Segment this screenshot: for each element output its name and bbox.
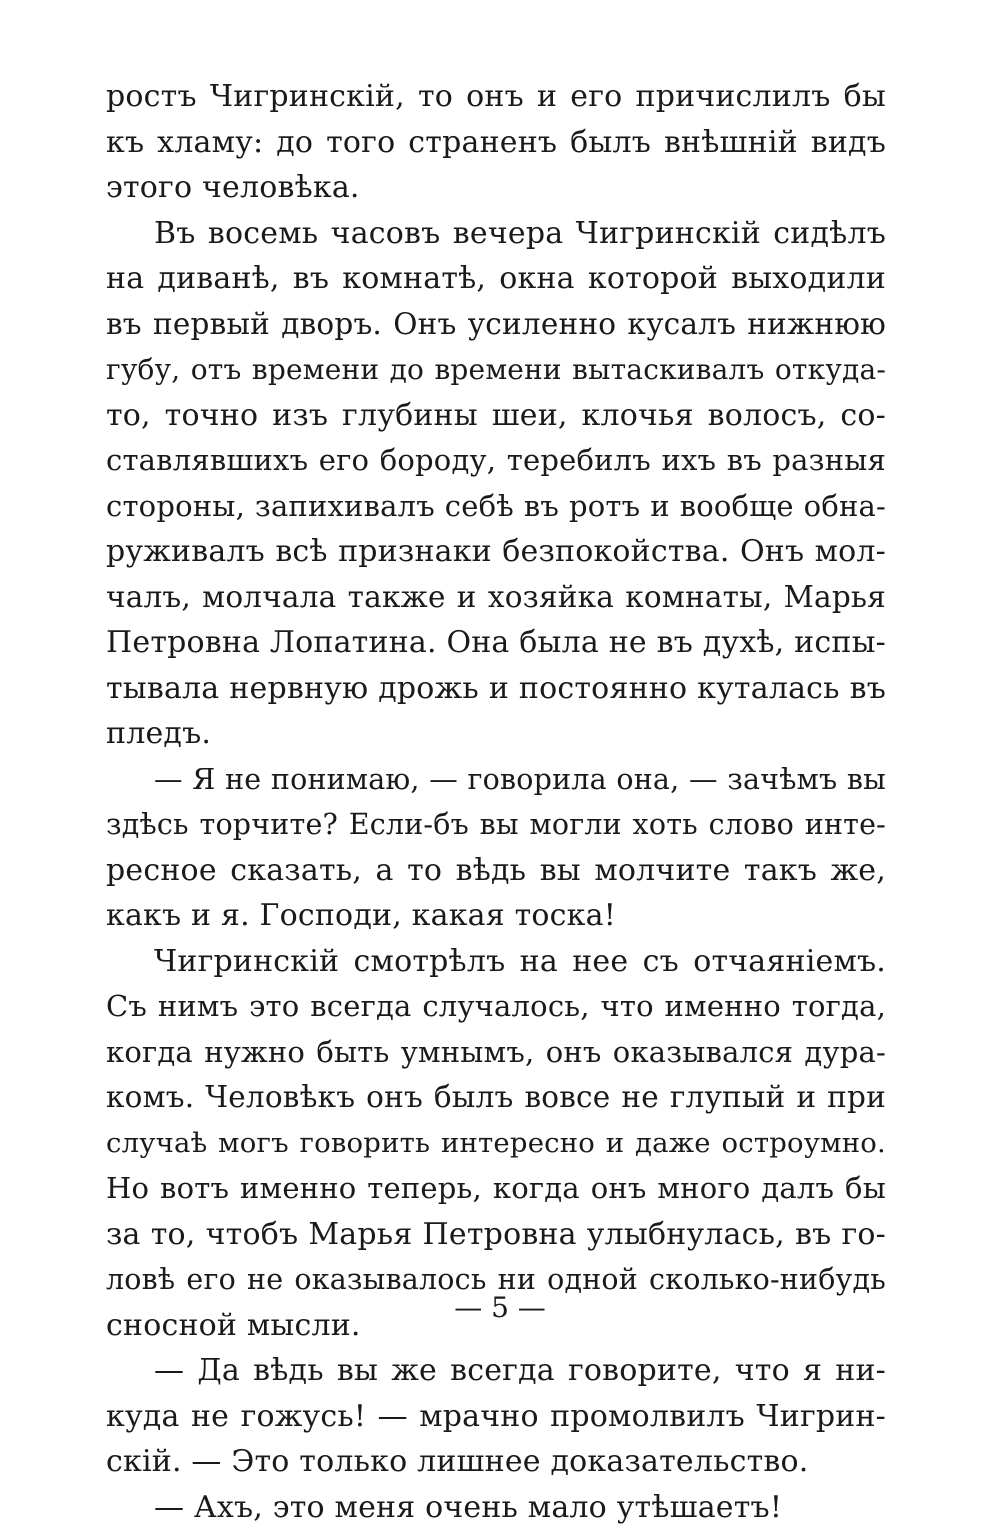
text-line: когда нужно быть умнымъ, онъ оказывался дура- [106,1030,886,1076]
text-line: Но вотъ именно теперь, когда онъ много далъ бы [106,1166,886,1212]
text-line: руживалъ всѣ признаки безпокойства. Онъ мол- [106,529,886,575]
text-line: здѣсь торчите? Если-бъ вы могли хоть слово инте- [106,802,886,848]
text-line: за то, чтобъ Марья Петровна улыбнулась, въ го- [106,1212,886,1258]
text-line: губу, отъ времени до времени вытаскивалъ откуда- [106,347,886,393]
text-line: куда не гожусь! — мрачно промолвилъ Чигрин- [106,1394,886,1440]
text-line: чалъ, молчала также и хозяйка комнаты, Марья [106,575,886,621]
text-line: комъ. Человѣкъ онъ былъ вовсе не глупый и при [106,1075,886,1121]
text-line: стороны, запихивалъ себѣ въ ротъ и вообще обна- [106,484,886,530]
text-line: въ первый дворъ. Онъ усиленно кусалъ нижнюю [106,302,886,348]
text-line: Съ нимъ это всегда случалось, что именно тогда, [106,984,886,1030]
text-line: ставлявшихъ его бороду, теребилъ ихъ въ разныя [106,438,886,484]
text-line: тывала нервную дрожь и постоянно куталась въ [106,666,886,712]
text-line: ресное сказать, а то вѣдь вы молчите такъ же, [106,848,886,894]
text-line: какъ и я. Господи, какая тоска! [106,893,886,939]
text-line: къ хламу: до того страненъ былъ внѣшній видъ [106,120,886,166]
text-line: ловѣ его не оказывалось ни одной сколько-нибудь [106,1257,886,1303]
page-number: — 5 — [0,1288,1000,1328]
paragraph-start-line: — Да вѣдь вы же всегда говорите, что я ни- [106,1348,886,1394]
text-line: скій. — Это только лишнее доказательство. [106,1439,886,1485]
text-line: этого человѣка. [106,165,886,211]
paragraph-start-line: Чигринскій смотрѣлъ на нее съ отчаяніемъ. [106,939,886,985]
text-line: Петровна Лопатина. Она была не въ духѣ, испы- [106,620,886,666]
text-line: на диванѣ, въ комнатѣ, окна которой выходили [106,256,886,302]
text-line: сносной мысли. [106,1303,886,1349]
text-line: ростъ Чигринскій, то онъ и его причислилъ бы [106,74,886,120]
paragraph-start-line: Въ восемь часовъ вечера Чигринскій сидѣлъ [106,211,886,257]
text-line: то, точно изъ глубины шеи, клочья волосъ, со- [106,393,886,439]
text-line: пледъ. [106,711,886,757]
paragraph-start-line: — Я не понимаю, — говорила она, — зачѣмъ вы [106,757,886,803]
text-line: случаѣ могъ говорить интересно и даже остроумно. [106,1121,886,1167]
paragraph-start-line: — Ахъ, это меня очень мало утѣшаетъ! [106,1485,886,1530]
